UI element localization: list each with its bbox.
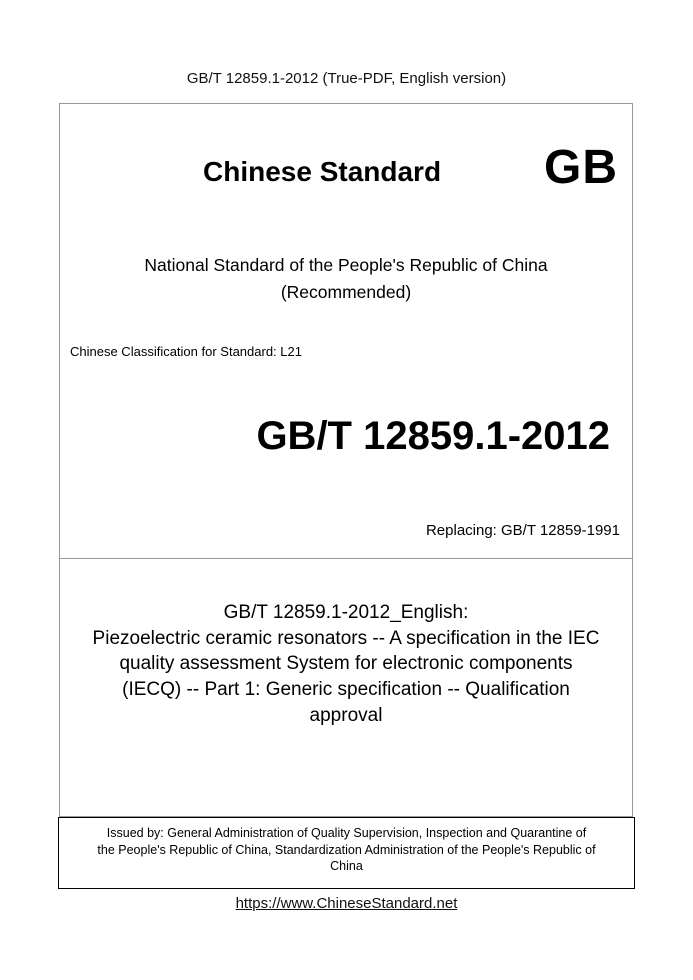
english-title-line: approval [309,704,383,726]
standard-number: GB/T 12859.1-2012 [256,414,610,458]
cover-frame [59,103,633,817]
issued-by-line: Issued by: General Administration of Quality Supervision, Inspection and Quarantine of [106,826,587,840]
issued-by-line: China [330,859,363,873]
english-title-line: (IECQ) -- Part 1: Generic specification -- Qualification [122,678,570,700]
english-title-block [60,600,632,728]
issued-by-line: the People's Republic of China, Standardization Administration of the People's Republic of [97,842,596,857]
chinese-standard-heading: Chinese Standard [203,156,442,187]
section-divider [60,558,632,559]
website-link[interactable]: https://www.ChineseStandard.net [235,895,458,912]
recommended-label: (Recommended) [280,282,412,303]
national-standard-block [60,252,632,306]
document-header: GB/T 12859.1-2012 (True-PDF, English version) [186,70,507,87]
national-standard-line: National Standard of the People's Republic of China [144,255,548,275]
english-title-line: Piezoelectric ceramic resonators -- A specification in the IEC [92,627,600,649]
replacing-label: Replacing: GB/T 12859-1991 [425,522,620,539]
english-title-line: GB/T 12859.1-2012_English: [223,602,469,623]
gb-mark: GB [544,141,618,194]
issued-by-box [58,817,635,889]
english-title-line: quality assessment System for electronic components [119,653,573,675]
classification-label: Chinese Classification for Standard: L21 [70,344,302,359]
